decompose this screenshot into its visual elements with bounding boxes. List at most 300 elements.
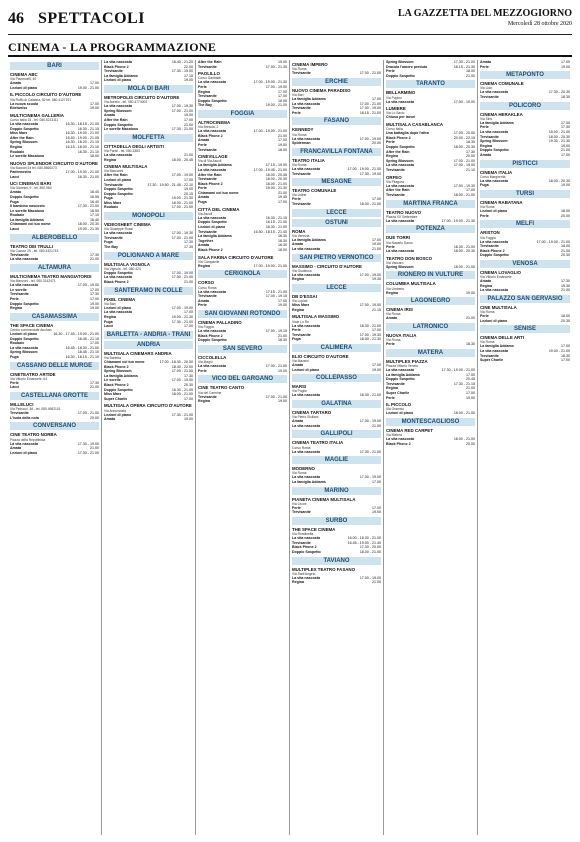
- film-title: L'isola della noia: [10, 415, 39, 420]
- showtimes: 16.40: [90, 190, 99, 195]
- showtime-row: [480, 319, 570, 324]
- film-title: La vita nascosta: [10, 257, 38, 262]
- showtimes: 20.15: [184, 191, 193, 196]
- film-title: Perle: [292, 110, 301, 115]
- film-title: La vita nascosta: [198, 329, 226, 334]
- film-title: Doppio Sospetto: [104, 270, 133, 275]
- film-title: La vita nascosta: [104, 231, 132, 236]
- showtimes: 18.45 - 21.10: [77, 350, 99, 355]
- cinema-name: CINEMA IMPERO: [292, 62, 328, 67]
- showtime-row: [480, 253, 570, 258]
- cinema-address: Piazza Vittorio Veneto: [386, 364, 419, 369]
- showtimes: 19.45: [278, 195, 287, 200]
- showtime-row: [386, 396, 475, 401]
- showtimes: 18.00 - 21.00: [453, 264, 475, 269]
- city-header: MONTESCAGLIOSO: [386, 418, 475, 426]
- cinema-address: Via Cavour 25 - tel. 080.4321743: [10, 248, 59, 253]
- showtimes: 19.00: [278, 368, 287, 373]
- film-title: Trevisanite: [10, 411, 29, 416]
- cinema-address: Via Lido: [480, 86, 492, 91]
- city-header: SAN GIOVANNI ROTONDO: [198, 310, 287, 318]
- film-title: Roubaix: [104, 205, 119, 210]
- cinema-address: Via Roma: [292, 162, 307, 167]
- film-title: Lezioni di piano: [198, 225, 226, 230]
- cinema-address: Via Roma: [292, 471, 307, 476]
- cinema-name: CINEVILLAGE: [198, 154, 228, 160]
- film-title: Padrenostro: [10, 169, 32, 174]
- film-title: Black Phone 2: [386, 441, 411, 446]
- showtime-row: [10, 385, 99, 390]
- cinema-address: Via Vaccaro: [386, 260, 404, 265]
- showtime-row: [386, 342, 475, 347]
- film-title: Trevisanite: [386, 167, 405, 172]
- film-title: Doppio Sospetto: [10, 126, 39, 131]
- showtime-row: [104, 280, 193, 285]
- film-title: After the Rain: [198, 60, 222, 64]
- city-header: SAN PIETRO VERNOTICO: [292, 254, 381, 262]
- showtime-row: [292, 424, 381, 429]
- showtimes: 21.15: [372, 307, 381, 312]
- showtime-row: [104, 127, 193, 132]
- showtimes: 20.00 - 22.15: [453, 135, 475, 140]
- showtimes: 21.00: [372, 580, 381, 585]
- showtimes: 17.00 - 19.00: [359, 475, 381, 480]
- showtimes: 17.00: [466, 188, 475, 193]
- cinema-name: UCI CINEMAS BARI: [10, 181, 51, 187]
- showtimes: 16.30: [278, 243, 287, 248]
- showtimes: 17.00 - 19.00: [359, 106, 381, 111]
- city-header: OSTUNI: [292, 219, 381, 227]
- showtime-row: [198, 148, 287, 153]
- cinema-name: CINEMA HERAKLEA: [480, 111, 523, 117]
- film-title: Perle: [198, 84, 207, 89]
- showtimes: 18.00: [466, 69, 475, 74]
- city-header: SAN SEVERO: [198, 345, 287, 353]
- showtimes: 19.00: [466, 290, 475, 295]
- headline-rule: [8, 55, 572, 57]
- cinema-name: COLUMBIA MULTISALA: [386, 281, 436, 287]
- showtimes: 17.30: [184, 373, 193, 378]
- showtimes: 17.30: [466, 149, 475, 154]
- film-title: La famiglia Addams: [386, 372, 420, 377]
- film-title: La vita nascosta: [292, 101, 320, 106]
- showtimes: 21.00: [90, 446, 99, 451]
- film-title: Amata: [480, 60, 491, 64]
- showtimes: 19.30: [561, 283, 570, 288]
- showtimes: 16.30 - 18.15 - 21.00: [65, 121, 99, 126]
- film-title: La vita nascosta: [292, 136, 320, 141]
- cinema-name: CINEMA ITALIA: [480, 169, 513, 175]
- showtimes: 17.30 - 19.00: [171, 69, 193, 74]
- cinema-name: MODERNO: [292, 466, 315, 472]
- showtimes: 19.00: [278, 60, 287, 64]
- film-title: Lacci: [10, 174, 20, 179]
- showtimes: 19.00: [561, 183, 570, 188]
- showtime-row: [10, 416, 99, 421]
- showtimes: 19.00: [184, 78, 193, 83]
- film-title: La vita nascosta: [480, 288, 508, 293]
- showtime-row: [386, 249, 475, 254]
- film-title: Trevisanite: [198, 294, 217, 299]
- film-title: La famiglia Addams: [104, 73, 138, 78]
- film-title: La vita nascosta: [292, 475, 320, 480]
- showtimes: 17.00 - 19.00: [265, 84, 287, 89]
- film-title: Trevisanite: [104, 182, 123, 187]
- cinema-name: DB D'ESSAI: [292, 293, 317, 299]
- showtime-row: [386, 168, 475, 173]
- showtime-row: [292, 480, 381, 485]
- film-title: Chiamami col tuo nome: [198, 190, 239, 195]
- city-header: ANDRIA: [104, 341, 193, 349]
- film-title: La famiglia Addams: [198, 234, 232, 239]
- cinema-address: Piazza XX Settembre: [386, 214, 418, 219]
- issue-date: Mercoledì 28 ottobre 2020: [507, 21, 572, 27]
- city-header: COLLEPASSO: [292, 374, 381, 382]
- cinema-name: MULTIPLEX PIAZZA: [386, 358, 428, 364]
- showtimes: 17.00 - 19.30: [453, 183, 475, 188]
- showtimes: 18.30 - 21.00: [171, 387, 193, 392]
- cinema-name: MULTISALA CASABLANCA: [386, 121, 444, 127]
- film-title: Perle: [386, 395, 395, 400]
- showtimes: 18.00 - 21.00: [171, 392, 193, 397]
- film-title: Doppio Sospetto: [386, 144, 415, 149]
- showtimes: 16.40 - 19.00 - 21.05: [65, 135, 99, 140]
- showtimes: 19.00: [372, 510, 381, 515]
- showtimes: 21.00: [184, 152, 193, 157]
- showtimes: 17.00 - 20.00: [453, 131, 475, 136]
- cinema-address: Viale Lo Re: [292, 319, 309, 324]
- showtime-row: [10, 227, 99, 232]
- showtimes: 17.00 - 19.00 - 21.30: [441, 218, 475, 223]
- film-title: La vita nascosta: [104, 152, 132, 157]
- showtime-row: [292, 277, 381, 282]
- showtime-row: [10, 106, 99, 111]
- showtimes: 19.00: [466, 395, 475, 400]
- film-title: Amata: [480, 279, 491, 284]
- film-title: Doppio Sospetto: [10, 194, 39, 199]
- cinema-name: NUOVO SPLENDOR CIRCUITO D'AUTORE: [10, 160, 98, 166]
- showtimes: 17.00 - 19.00: [359, 575, 381, 580]
- cinema-address: Via Gramsci: [386, 407, 404, 412]
- film-title: Miss Marx: [104, 200, 122, 205]
- showtimes: 21.00: [278, 190, 287, 195]
- film-title: After the Rain: [198, 172, 222, 177]
- showtimes: 18.00 - 20.30: [77, 222, 99, 227]
- film-title: La vita nascosta: [292, 272, 320, 277]
- showtime-row: [198, 303, 287, 308]
- film-title: Regina: [198, 399, 210, 404]
- film-title: Lezioni di piano: [292, 367, 320, 372]
- showtimes: 19.00 - 21.00: [548, 349, 570, 354]
- showtime-row: [386, 193, 475, 198]
- film-title: Super Charlie: [480, 358, 504, 363]
- showtimes: 17.10: [90, 213, 99, 218]
- film-title: La vita nascosta: [292, 323, 320, 328]
- cinema-name: ROMA: [292, 228, 306, 234]
- showtimes: 17.00: [561, 344, 570, 349]
- showtime-row: [292, 172, 381, 177]
- film-title: Lezioni di piano: [386, 411, 414, 416]
- film-title: Trevisanite: [480, 134, 499, 139]
- showtimes: 17.30: [184, 240, 193, 245]
- film-title: Trevisanite: [10, 252, 29, 257]
- city-header: PISTICCI: [480, 160, 570, 168]
- film-title: Spiderman: [292, 141, 311, 146]
- showtimes: 21.00: [184, 122, 193, 127]
- film-title: Perle: [480, 213, 489, 218]
- city-header: CERIGNOLA: [198, 270, 287, 278]
- cinema-name: LUMIERE: [386, 106, 406, 112]
- cinema-address: Via Magni: [198, 360, 213, 365]
- film-title: La vita nascosta: [386, 437, 414, 442]
- showtime-row: [198, 369, 287, 374]
- showtimes: 21.00: [466, 386, 475, 391]
- showtime-row: [292, 71, 381, 76]
- cinema-name: MULTISALA CINEMARS ANDRIA: [104, 350, 172, 356]
- showtimes: 17.00 - 21.00: [171, 369, 193, 374]
- city-header: SURBO: [292, 517, 381, 525]
- showtimes: 17.00: [372, 97, 381, 101]
- film-title: La vita nascosta: [292, 536, 320, 541]
- cinema-address: Via Umberto: [386, 286, 405, 291]
- city-header: FASANO: [292, 117, 381, 125]
- listing-column: [196, 60, 290, 835]
- city-header: ALTAMURA: [10, 264, 99, 272]
- film-title: Trevisanite: [104, 235, 123, 240]
- film-title: Amata: [10, 81, 21, 86]
- showtimes: 18.30: [466, 140, 475, 145]
- film-title: Doppio Sospetto: [386, 377, 415, 382]
- showtimes: 17.00 - 19.00 - 21.00: [536, 239, 570, 244]
- showtimes: 18.30: [561, 353, 570, 358]
- cinema-name: MASSIMO - CIRCUITO D'AUTORE: [292, 263, 362, 269]
- city-header: TARANTO: [386, 80, 475, 88]
- showtimes: 17.00 - 21.00: [265, 364, 287, 369]
- cinema-address: Via Mazzini: [292, 359, 309, 364]
- showtimes: 17.00: [90, 81, 99, 86]
- showtimes: 16.40: [90, 199, 99, 204]
- city-header: MATERA: [386, 349, 475, 357]
- showtimes: 18.00 - 20.30: [453, 249, 475, 254]
- showtime-row: [292, 368, 381, 373]
- listing-column: [290, 60, 384, 835]
- cinema-name: NUOVA ITALIA: [386, 333, 417, 339]
- film-title: La vita nascosta: [10, 121, 38, 126]
- film-title: Perle: [198, 368, 207, 373]
- film-title: La vita nascosta: [198, 215, 226, 220]
- showtimes: 18.00: [561, 314, 570, 319]
- cinema-address: Via Roma: [480, 310, 495, 315]
- cinema-address: Via Bari: [292, 93, 304, 97]
- film-title: Amata: [480, 152, 491, 157]
- showtimes: 17.00 - 19.00: [359, 272, 381, 277]
- cinema-name: BELLARMINO: [386, 90, 416, 96]
- cinema-address: Corso Garibaldi: [198, 76, 221, 81]
- cinema-name: CINEMA IRIS: [386, 307, 413, 313]
- showtimes: 22.00: [184, 64, 193, 69]
- film-title: Amata: [198, 195, 209, 200]
- film-title: Doppio Sospetto: [104, 387, 133, 392]
- showtimes: 18.00 - 20.45: [171, 157, 193, 162]
- film-title: Il bambino nascosto: [10, 204, 45, 209]
- showtimes: 20.00: [90, 415, 99, 420]
- showtimes: 17.00: [466, 372, 475, 377]
- cinema-name: NUOVO CINEMA PARADISO: [292, 87, 351, 93]
- showtime-row: [480, 183, 570, 188]
- film-title: After the Rain: [104, 173, 128, 178]
- city-header: VENOSA: [480, 260, 570, 268]
- film-title: Amata: [104, 113, 115, 118]
- city-header: MARTINA FRANCA: [386, 200, 475, 208]
- cinema-address: Piazza della Repubblica: [10, 437, 46, 442]
- cinema-address: Via Roma: [386, 312, 401, 317]
- film-title: La vita nascosta: [198, 80, 226, 85]
- film-title: Regina: [292, 307, 304, 312]
- film-title: Roubaix: [10, 149, 25, 154]
- film-title: Spring Blossom: [10, 140, 38, 145]
- listing-column: [478, 60, 572, 835]
- film-title: After the Rain: [10, 135, 34, 140]
- showtime-row: [198, 65, 287, 70]
- showtimes: 17.30 - 19.00: [359, 171, 381, 176]
- showtimes: 17.00: [372, 328, 381, 333]
- showtimes: 20.00: [372, 141, 381, 146]
- showtimes: 17.00: [561, 358, 570, 363]
- showtimes: 16.30 - 18.15 - 21.10: [65, 355, 99, 359]
- showtimes: 18.40 - 21.20: [171, 60, 193, 64]
- cinema-name: CITTÀ DEL CINEMA: [198, 206, 240, 212]
- film-title: Doppio Sospetto: [104, 187, 133, 192]
- film-title: Perle: [10, 380, 19, 385]
- showtime-row: [480, 214, 570, 219]
- film-title: Fuga: [480, 183, 489, 188]
- film-title: Edelweiss: [10, 106, 28, 111]
- city-header: MOLA DI BARI: [104, 85, 193, 93]
- film-title: Spring Blossom: [386, 60, 414, 64]
- film-title: Black Phone 2: [104, 280, 129, 285]
- showtimes: 17.30: [90, 292, 99, 297]
- showtime-row: [104, 245, 193, 250]
- showtimes: 18.00 - 21.00: [265, 181, 287, 186]
- city-header: POLIGNANO A MARE: [104, 252, 193, 260]
- film-title: Spring Blossom: [386, 158, 414, 163]
- cinema-address: Via Petrucci, 36 - tel. 080.4962101: [10, 407, 61, 412]
- film-title: After the Rain: [104, 117, 128, 122]
- film-title: Dracula l'amore perduto: [386, 64, 428, 69]
- showtimes: 21.00: [561, 148, 570, 153]
- showtimes: 19.00 - 21.00: [77, 85, 99, 90]
- cinema-name: CINEMA RED CARPET: [386, 428, 433, 434]
- cinema-name: ARISTON: [480, 230, 500, 236]
- cinema-name: ELIO CIRCUITO D'AUTORE: [292, 353, 349, 359]
- cinema-address: Via Roma: [386, 338, 401, 343]
- film-title: Spring Blossom: [104, 108, 132, 113]
- film-title: Trevisanite: [198, 394, 217, 399]
- film-title: La vita nascosta: [292, 166, 320, 171]
- showtimes: 18.30 - 21.00: [359, 393, 381, 398]
- showtimes: 17.00 - 19.00 - 21.00: [253, 263, 287, 268]
- showtimes: 17.00 - 21.00: [171, 275, 193, 280]
- cinema-name: CINEMA MULTISALA: [104, 164, 148, 170]
- showtimes: 17.30 - 21.00: [359, 449, 381, 454]
- cinema-address: Via Pavoncelli, 40: [10, 77, 37, 82]
- cinema-address: Via Rondinella: [292, 532, 314, 537]
- film-title: Black Phone 2: [104, 364, 129, 369]
- showtimes: 16.45 - 18.30 - 21.00: [65, 345, 99, 350]
- film-title: Le sorelle: [10, 287, 27, 292]
- showtime-row: [386, 219, 475, 224]
- showtimes: 17.00: [90, 287, 99, 292]
- showtime-row: [292, 393, 381, 398]
- showtimes: 17.00 - 21.00: [171, 205, 193, 210]
- cinema-name: THE SPACE CINEMA: [10, 322, 54, 328]
- film-title: Super Charlie: [386, 391, 410, 396]
- film-title: Regina: [386, 386, 398, 391]
- film-title: Trevisanite: [198, 177, 217, 182]
- film-title: Le sorelle Macaluso: [10, 154, 45, 159]
- showtimes: 17.30: [184, 245, 193, 250]
- showtimes: 17.00 - 19.30: [171, 104, 193, 109]
- film-title: Trevisanite: [386, 192, 405, 197]
- showtimes: 17.00: [90, 341, 99, 346]
- showtimes: 17.00: [184, 310, 193, 315]
- showtime-row: [292, 510, 381, 515]
- film-title: Lacci: [10, 227, 20, 232]
- film-title: Regina: [198, 89, 210, 94]
- page-number: 46: [8, 10, 24, 27]
- film-title: Perle: [480, 125, 489, 130]
- showtimes: 17.15: [184, 73, 193, 78]
- showtimes: 16.30 - 19.00 - 21.00: [65, 131, 99, 136]
- showtime-row: [104, 417, 193, 422]
- cinema-address: Corso Italia 15 - tel. 080.5213111: [10, 117, 59, 122]
- showtimes: 17.00: [372, 363, 381, 368]
- film-title: Doppio Sospetto: [480, 253, 509, 258]
- film-title: Amata: [198, 138, 209, 143]
- cinema-address: Via Giudecca: [292, 268, 312, 273]
- film-title: Regina: [292, 277, 304, 282]
- film-title: Amata: [292, 363, 303, 368]
- showtimes: 17.30 - 21.00: [171, 319, 193, 324]
- film-title: Le sorelle: [104, 378, 121, 383]
- cinema-address: Centro commerciale Auchan: [10, 328, 52, 333]
- showtimes: 18.40 - 22.00: [171, 364, 193, 369]
- showtimes: 16.50: [90, 208, 99, 213]
- film-title: La vita nascosta: [104, 310, 132, 315]
- cinema-address: Via Foggia: [198, 325, 214, 330]
- showtimes: 16.15 - 18.00 - 21.10: [65, 144, 99, 149]
- film-title: Black Phone 2: [198, 248, 223, 253]
- city-header: POLICORO: [480, 102, 570, 110]
- film-title: Black Phone 2: [386, 135, 411, 140]
- showtimes: 18.00 - 21.00: [359, 201, 381, 206]
- city-header: MAGLIE: [292, 456, 381, 464]
- showtimes: 17.00 - 21.00: [265, 394, 287, 399]
- film-title: La famiglia Addams: [480, 120, 514, 125]
- film-title: Perle: [198, 303, 207, 308]
- showtimes: 16.30 - 17.45 - 19.00 - 21.00: [53, 332, 99, 337]
- showtimes: 19.00: [278, 303, 287, 308]
- cinema-address: Via Ruffo di Calabria, 52 tel. 080.4127191: [10, 97, 72, 102]
- film-title: Black Phone 2: [198, 333, 223, 338]
- film-title: La vita nascosta: [480, 178, 508, 183]
- showtimes: 18.00: [278, 147, 287, 152]
- city-header: TURSI: [480, 190, 570, 198]
- film-title: Perle: [386, 140, 395, 145]
- showtimes: 18.00 - 21.00: [171, 200, 193, 205]
- cinema-name: CINE TEATRO CANTO: [198, 385, 245, 391]
- film-title: Trevisanite: [292, 332, 311, 337]
